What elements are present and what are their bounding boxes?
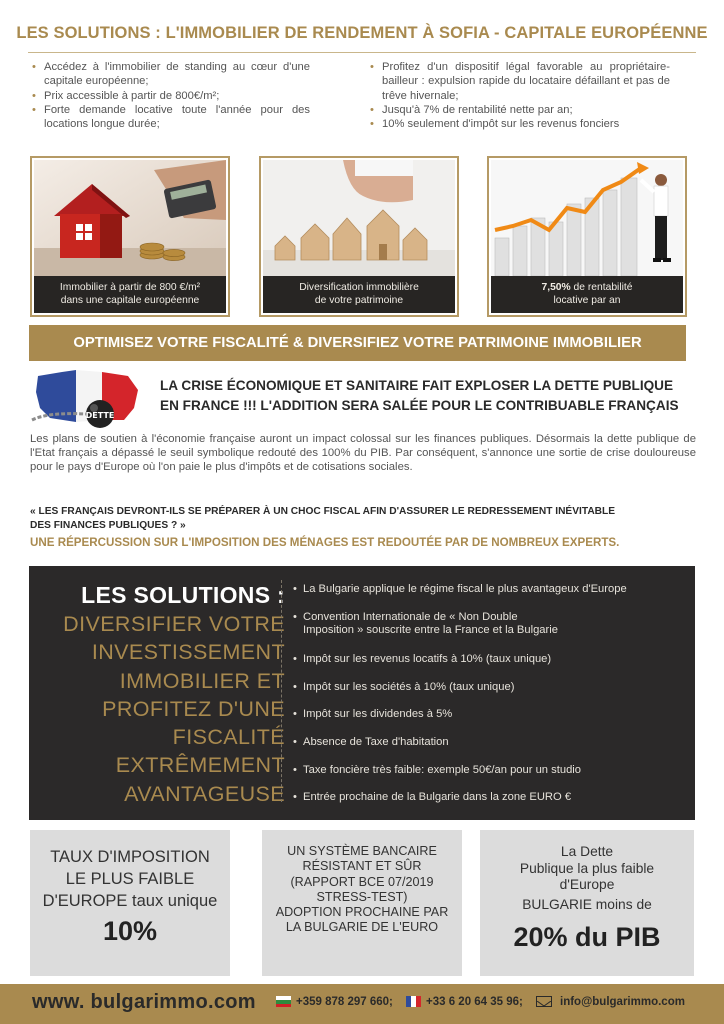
list-item: • Entrée prochaine de la Bulgarie dans la zone EURO € (293, 791, 571, 804)
list-item: • Prix accessible à partir de 800€/m²; (32, 89, 310, 103)
list-item: • Convention Internationale de « Non Double Imposition » souscrite entre la France et la Bulgarie (293, 611, 558, 637)
banking-box: UN SYSTÈME BANCAIRE RÉSISTANT ET SÛR (RAPPORT BCE 07/2019 STRESS-TEST) ADOPTION PROCHAINE PAR LA BULGARIE DE L'EURO (262, 830, 462, 976)
solutions-title: LES SOLUTIONS : (81, 582, 285, 608)
crisis-title: LA CRISE ÉCONOMIQUE ET SANITAIRE FAIT EXPLOSER LA DETTE PUBLIQUE EN FRANCE !!! L'ADDITION SERA SALÉE POUR LE CONTRIBUABLE FRANÇAIS (160, 378, 679, 413)
photo-card-diversification (259, 156, 459, 317)
phone-france[interactable]: +33 6 20 64 35 96; (426, 996, 523, 1008)
list-item: • Impôt sur les sociétés à 10% (taux unique) (293, 681, 514, 694)
list-item: • Impôt sur les revenus locatifs à 10% (taux unique) (293, 653, 551, 666)
wooden-houses-photo (263, 160, 455, 276)
card-caption: 7,50% de rentabilité locative par an (491, 276, 683, 313)
list-item: • Jusqu'à 7% de rentabilité nette par an; (370, 103, 670, 117)
header-divider (28, 52, 696, 53)
crisis-paragraph: Les plans de soutien à l'économie française auront un impact colossal sur les finances publiques. Désormais la dette publique de l'Etat français a dépassé le seuil symbolique redouté des 100% du PIB. Par conséquent, s'annonce une sortie de crise douloureuse pour le pays d'Europe où l'on paie le plus d'impôts et de cotisations sociales. (30, 433, 696, 473)
list-item: • Impôt sur les dividendes à 5% (293, 708, 452, 721)
envelope-icon (536, 996, 552, 1007)
intro-left-list (32, 60, 310, 131)
tax-rate-value: 10% (102, 916, 158, 946)
list-item: • Profitez d'un dispositif légal favorable au propriétaire-bailleur : expulsion rapide du locataire défaillant et pas de trêve hivernale; (370, 60, 670, 103)
email-link[interactable]: info@bulgarimmo.com (560, 996, 685, 1008)
photo-card-price (30, 156, 230, 317)
phone-bulgaria[interactable]: +359 878 297 660; (296, 996, 393, 1008)
france-flag-icon (406, 996, 421, 1007)
list-item: • Taxe foncière très faible: exemple 50€/an pour un studio (293, 764, 581, 777)
france-debt-ball-icon (28, 368, 146, 430)
public-debt-box: La Dette Publique la plus faible d'Europe BULGARIE moins de 20% du PIB (480, 830, 694, 976)
photo-card-yield (487, 156, 687, 317)
panel-divider (281, 580, 282, 802)
crisis-question: « LES FRANÇAIS DEVRONT-ILS SE PRÉPARER À UN CHOC FISCAL AFIN D'ASSURER LE REDRESSEMENT INÉVITABLE DES FINANCES PUBLIQUES ? » (30, 506, 616, 531)
website-link[interactable]: www. bulgarimmo.com (32, 991, 256, 1013)
solutions-subtitle: DIVERSIFIER VOTRE INVESTISSEMENT IMMOBILIER ET PROFITEZ D'UNE FISCALITÉ EXTRÊMEMENT AVANTAGEUSE (63, 612, 285, 806)
card-caption: Diversification immobilière de votre patrimoine (263, 276, 455, 313)
house-coins-photo (34, 160, 226, 276)
footer (0, 984, 724, 1024)
repercussion-text: UNE RÉPERCUSSION SUR L'IMPOSITION DES MÉNAGES EST REDOUTÉE PAR DE NOMBREUX EXPERTS. (30, 536, 620, 549)
list-item: • La Bulgarie applique le régime fiscal le plus avantageux d'Europe (293, 583, 627, 596)
bulgaria-flag-icon (276, 996, 291, 1007)
list-item: • 10% seulement d'impôt sur les revenus fonciers (370, 117, 670, 131)
tax-rate-box: TAUX D'IMPOSITION LE PLUS FAIBLE D'EUROPE taux unique 10% (30, 830, 230, 976)
public-debt-value: 20% du PIB (513, 922, 661, 952)
intro-right-list (370, 60, 670, 131)
page-title: LES SOLUTIONS : L'IMMOBILIER DE RENDEMENT À SOFIA - CAPITALE EUROPÉENNE (16, 24, 708, 42)
list-item: • Accédez à l'immobilier de standing au cœur d'une capitale européenne; (32, 60, 310, 89)
growth-bars-photo (491, 160, 683, 276)
card-caption: Immobilier à partir de 800 €/m² dans une capitale européenne (34, 276, 226, 313)
list-item: • Forte demande locative toute l'année pour des locations longue durée; (32, 103, 310, 132)
solutions-panel (29, 566, 695, 820)
ball-label: DETTE (85, 411, 115, 420)
list-item: • Absence de Taxe d'habitation (293, 736, 449, 749)
fiscal-banner: OPTIMISEZ VOTRE FISCALITÉ & DIVERSIFIEZ VOTRE PATRIMOINE IMMOBILIER (29, 325, 686, 361)
